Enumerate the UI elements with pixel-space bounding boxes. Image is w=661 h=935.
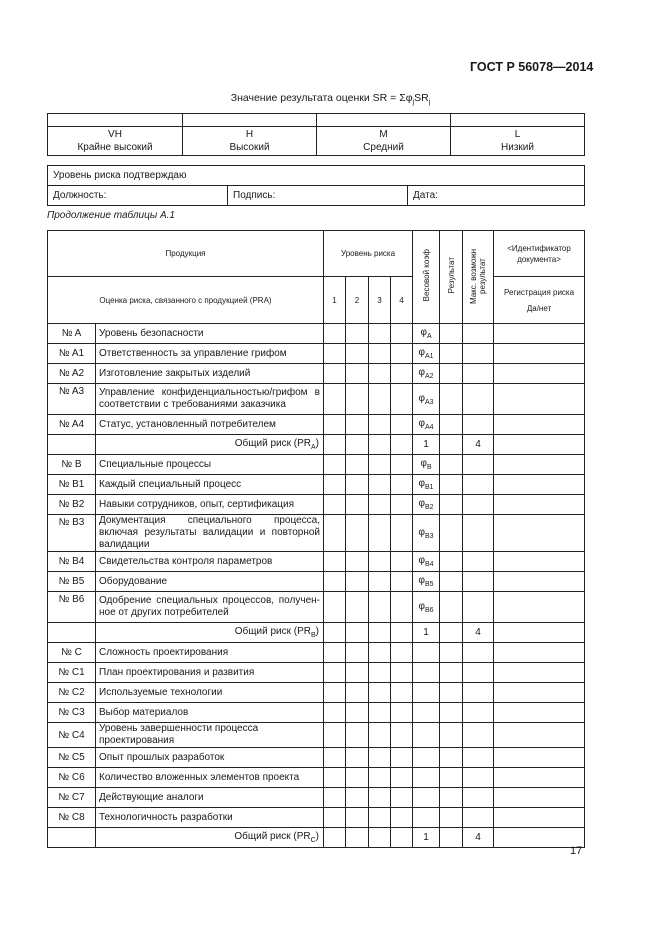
- level-cell: [369, 623, 391, 643]
- value-cell: [463, 384, 494, 415]
- level-cell: [346, 723, 369, 748]
- level-cell: [369, 384, 391, 415]
- weight-cell: $\varphi_{B3}$: [413, 515, 440, 552]
- row-number: № A3: [48, 384, 96, 415]
- value-cell: [440, 475, 463, 495]
- level-cell: [369, 324, 391, 344]
- col-result: Результат: [440, 231, 463, 324]
- registration-cell: [494, 435, 585, 455]
- row-number: № A4: [48, 415, 96, 435]
- level-cell: [391, 475, 413, 495]
- page-number: 17: [570, 845, 583, 857]
- value-cell: [463, 663, 494, 683]
- row-description: Уровень безопасности: [96, 324, 324, 344]
- value-cell: [440, 748, 463, 768]
- value-cell: [463, 552, 494, 572]
- value-cell: [440, 344, 463, 364]
- value-cell: [440, 768, 463, 788]
- registration-cell: [494, 768, 585, 788]
- level-cell: [391, 683, 413, 703]
- value-cell: [463, 748, 494, 768]
- level-cell: [346, 344, 369, 364]
- level-cell: [369, 723, 391, 748]
- level-cell: [369, 683, 391, 703]
- table-row: [48, 748, 585, 768]
- level-cell: [391, 828, 413, 848]
- level-cell: [346, 475, 369, 495]
- table-row: [48, 552, 585, 572]
- table-row: [48, 663, 585, 683]
- row-number: № C6: [48, 768, 96, 788]
- level-cell: [369, 495, 391, 515]
- registration-cell: [494, 364, 585, 384]
- col-weight: Весовой коэф: [413, 231, 440, 324]
- total-result: 1: [413, 435, 440, 455]
- registration-cell: [494, 748, 585, 768]
- signature-field: Подпись:: [228, 186, 408, 206]
- row-description: Одобрение специальных процессов, получен-ное от других потребителей: [96, 592, 324, 623]
- level-cell: [346, 435, 369, 455]
- value-cell: [440, 683, 463, 703]
- row-description: Выбор материалов: [96, 703, 324, 723]
- level-cell: [324, 364, 346, 384]
- row-number: № C4: [48, 723, 96, 748]
- level-cell: [391, 415, 413, 435]
- risk-level-h: H Высокий: [183, 127, 317, 156]
- value-cell: [463, 324, 494, 344]
- table-row: [48, 683, 585, 703]
- level-cell: [324, 663, 346, 683]
- level-cell: [391, 748, 413, 768]
- level-cell: [346, 703, 369, 723]
- continuation-label: Продолжение таблицы А.1: [47, 210, 175, 221]
- level-cell: [324, 748, 346, 768]
- weight-cell: $\varphi_{A3}$: [413, 384, 440, 415]
- table-row: [48, 495, 585, 515]
- row-number: № C5: [48, 748, 96, 768]
- row-description: Изготовление закрытых изделий: [96, 364, 324, 384]
- row-description: Каждый специальный процесс: [96, 475, 324, 495]
- risk-level-m: M Средний: [317, 127, 451, 156]
- table-row: [48, 344, 585, 364]
- level-cell: [369, 663, 391, 683]
- level-cell: [369, 572, 391, 592]
- level-cell: [391, 723, 413, 748]
- row-description: Оборудование: [96, 572, 324, 592]
- level-cell: [391, 663, 413, 683]
- level-cell: [346, 828, 369, 848]
- registration-cell: [494, 344, 585, 364]
- level-cell: [324, 384, 346, 415]
- total-max: 4: [463, 435, 494, 455]
- row-number: № B3: [48, 515, 96, 552]
- level-cell: [369, 344, 391, 364]
- value-cell: [440, 415, 463, 435]
- row-description: План проектирования и развития: [96, 663, 324, 683]
- level-cell: [346, 808, 369, 828]
- value-cell: [463, 364, 494, 384]
- value-cell: [440, 384, 463, 415]
- registration-cell: [494, 324, 585, 344]
- table-row: [48, 703, 585, 723]
- value-cell: [440, 788, 463, 808]
- value-cell: [463, 808, 494, 828]
- registration-cell: [494, 703, 585, 723]
- level-cell: [391, 623, 413, 643]
- level-cell: [346, 683, 369, 703]
- risk-level-vh: VH Крайне высокий: [48, 127, 183, 156]
- table-row: [48, 435, 585, 455]
- weight-cell: $\varphi_{B4}$: [413, 552, 440, 572]
- level-cell: [369, 475, 391, 495]
- table-row: [48, 808, 585, 828]
- total-risk-label: Общий риск $(PR_A)$: [96, 435, 324, 455]
- registration-cell: [494, 455, 585, 475]
- row-description: Свидетельства контроля параметров: [96, 552, 324, 572]
- value-cell: [463, 455, 494, 475]
- level-cell: [346, 324, 369, 344]
- level-cell: [391, 515, 413, 552]
- value-cell: [440, 663, 463, 683]
- level-cell: [369, 515, 391, 552]
- row-number: № B5: [48, 572, 96, 592]
- value-cell: [440, 703, 463, 723]
- col-max-result: Макс. возможн результат: [463, 231, 494, 324]
- row-description: Уровень завершенности процесса проектирования: [96, 723, 324, 748]
- level-cell: [369, 415, 391, 435]
- result-cell: [440, 828, 463, 848]
- value-cell: [440, 552, 463, 572]
- total-max: 4: [463, 828, 494, 848]
- row-description: Статус, установленный потребителем: [96, 415, 324, 435]
- level-cell: [324, 683, 346, 703]
- weight-cell: $\varphi_{B2}$: [413, 495, 440, 515]
- row-description: Количество вложенных элементов проекта: [96, 768, 324, 788]
- value-cell: [463, 415, 494, 435]
- value-cell: [463, 592, 494, 623]
- value-cell: [440, 643, 463, 663]
- date-field: Дата:: [408, 186, 585, 206]
- row-number: [48, 828, 96, 848]
- weight-cell: [413, 663, 440, 683]
- level-cell: [369, 643, 391, 663]
- row-number: № B6: [48, 592, 96, 623]
- level-cell: [346, 495, 369, 515]
- value-cell: [463, 475, 494, 495]
- value-cell: [440, 723, 463, 748]
- level-cell: [369, 552, 391, 572]
- level-cell: [324, 572, 346, 592]
- value-cell: [463, 495, 494, 515]
- col-product: Продукция: [48, 231, 324, 277]
- total-risk-label: Общий риск $(PR_B)$: [96, 623, 324, 643]
- row-description: Специальные процессы: [96, 455, 324, 475]
- weight-cell: [413, 788, 440, 808]
- level-cell: [369, 768, 391, 788]
- weight-cell: [413, 703, 440, 723]
- level-cell: [369, 435, 391, 455]
- col-registration: Регистрация риска Да/нет: [494, 277, 585, 324]
- value-cell: [463, 768, 494, 788]
- registration-cell: [494, 623, 585, 643]
- value-cell: [440, 324, 463, 344]
- level-cell: [391, 643, 413, 663]
- weight-cell: [413, 808, 440, 828]
- weight-cell: $\varphi_B$: [413, 455, 440, 475]
- value-cell: [440, 455, 463, 475]
- level-cell: [391, 552, 413, 572]
- registration-cell: [494, 643, 585, 663]
- result-cell: [440, 435, 463, 455]
- row-number: [48, 623, 96, 643]
- table-row: [48, 788, 585, 808]
- level-cell: [369, 592, 391, 623]
- weight-cell: $\varphi_A$: [413, 324, 440, 344]
- risk-level-l: L Низкий: [451, 127, 585, 156]
- level-1: 1: [324, 277, 346, 324]
- row-description: Опыт прошлых разработок: [96, 748, 324, 768]
- row-description: Навыки сотрудников, опыт, сертификация: [96, 495, 324, 515]
- level-cell: [324, 415, 346, 435]
- level-cell: [391, 364, 413, 384]
- row-description: Документация специального процесса, включая результаты валидации и повторной валидации: [96, 515, 324, 552]
- table-row: [48, 364, 585, 384]
- registration-cell: [494, 384, 585, 415]
- level-cell: [346, 384, 369, 415]
- level-cell: [324, 435, 346, 455]
- registration-cell: [494, 552, 585, 572]
- level-cell: [346, 552, 369, 572]
- table-row: [48, 515, 585, 552]
- level-cell: [346, 364, 369, 384]
- weight-cell: $\varphi_{B1}$: [413, 475, 440, 495]
- value-cell: [463, 643, 494, 663]
- level-3: 3: [369, 277, 391, 324]
- table-row: [48, 623, 585, 643]
- level-cell: [369, 455, 391, 475]
- value-cell: [440, 808, 463, 828]
- table-row: [48, 475, 585, 495]
- col-risk-level: Уровень риска: [324, 231, 413, 277]
- table-row: [48, 324, 585, 344]
- total-risk-label: Общий риск $(PR_C)$: [96, 828, 324, 848]
- level-cell: [324, 515, 346, 552]
- sr-formula-title: Значение результата оценки SR = $\Sigma\varphi_jSR_j$: [230, 92, 431, 107]
- total-result: 1: [413, 623, 440, 643]
- level-cell: [369, 748, 391, 768]
- level-cell: [324, 828, 346, 848]
- row-number: № A2: [48, 364, 96, 384]
- level-cell: [324, 643, 346, 663]
- level-cell: [324, 808, 346, 828]
- level-cell: [324, 788, 346, 808]
- value-cell: [440, 592, 463, 623]
- registration-cell: [494, 788, 585, 808]
- weight-cell: [413, 768, 440, 788]
- registration-cell: [494, 723, 585, 748]
- total-result: 1: [413, 828, 440, 848]
- table-row: [48, 768, 585, 788]
- value-cell: [440, 572, 463, 592]
- row-description: Действующие аналоги: [96, 788, 324, 808]
- weight-cell: $\varphi_{A2}$: [413, 364, 440, 384]
- level-2: 2: [346, 277, 369, 324]
- registration-cell: [494, 663, 585, 683]
- level-cell: [369, 788, 391, 808]
- approval-table: [47, 165, 585, 206]
- level-cell: [391, 435, 413, 455]
- level-cell: [369, 364, 391, 384]
- result-cell: [440, 623, 463, 643]
- registration-cell: [494, 415, 585, 435]
- row-description: Используемые технологии: [96, 683, 324, 703]
- row-number: № C2: [48, 683, 96, 703]
- level-cell: [391, 808, 413, 828]
- level-cell: [391, 324, 413, 344]
- value-cell: [463, 515, 494, 552]
- registration-cell: [494, 572, 585, 592]
- level-cell: [391, 455, 413, 475]
- row-number: № B: [48, 455, 96, 475]
- row-number: № C8: [48, 808, 96, 828]
- row-description: Сложность проектирования: [96, 643, 324, 663]
- level-cell: [324, 455, 346, 475]
- registration-cell: [494, 495, 585, 515]
- level-cell: [324, 623, 346, 643]
- level-cell: [391, 703, 413, 723]
- weight-cell: $\varphi_{B6}$: [413, 592, 440, 623]
- value-cell: [463, 788, 494, 808]
- level-cell: [346, 572, 369, 592]
- level-cell: [324, 324, 346, 344]
- row-number: № C3: [48, 703, 96, 723]
- document-code: ГОСТ Р 56078—2014: [470, 60, 594, 74]
- registration-cell: [494, 475, 585, 495]
- level-cell: [391, 788, 413, 808]
- position-field: Должность:: [48, 186, 228, 206]
- weight-cell: $\varphi_{B5}$: [413, 572, 440, 592]
- value-cell: [463, 683, 494, 703]
- weight-cell: [413, 723, 440, 748]
- table-row: [48, 455, 585, 475]
- row-number: № B4: [48, 552, 96, 572]
- level-cell: [391, 592, 413, 623]
- weight-cell: [413, 683, 440, 703]
- level-cell: [324, 592, 346, 623]
- risk-levels-table: [47, 113, 585, 156]
- level-cell: [346, 623, 369, 643]
- row-number: № C1: [48, 663, 96, 683]
- row-number: № A1: [48, 344, 96, 364]
- level-4: 4: [391, 277, 413, 324]
- level-cell: [324, 723, 346, 748]
- registration-cell: [494, 683, 585, 703]
- total-max: 4: [463, 623, 494, 643]
- table-row: [48, 384, 585, 415]
- row-number: № B2: [48, 495, 96, 515]
- level-cell: [346, 515, 369, 552]
- level-cell: [324, 475, 346, 495]
- level-cell: [324, 552, 346, 572]
- level-cell: [391, 572, 413, 592]
- registration-cell: [494, 592, 585, 623]
- col-doc-id: <Идентификатор документа>: [494, 231, 585, 277]
- weight-cell: [413, 748, 440, 768]
- row-number: № C: [48, 643, 96, 663]
- level-cell: [369, 828, 391, 848]
- row-number: № B1: [48, 475, 96, 495]
- table-row: [48, 828, 585, 848]
- value-cell: [463, 572, 494, 592]
- table-row: [48, 643, 585, 663]
- row-description: Технологичность разработки: [96, 808, 324, 828]
- level-cell: [324, 495, 346, 515]
- level-cell: [369, 703, 391, 723]
- col-pra: Оценка риска, связанного с продукцией (PRA): [48, 277, 324, 324]
- level-cell: [346, 415, 369, 435]
- level-cell: [324, 344, 346, 364]
- weight-cell: $\varphi_{A4}$: [413, 415, 440, 435]
- registration-cell: [494, 515, 585, 552]
- level-cell: [324, 703, 346, 723]
- level-cell: [391, 344, 413, 364]
- row-number: [48, 435, 96, 455]
- level-cell: [346, 748, 369, 768]
- level-cell: [346, 768, 369, 788]
- risk-assessment-table: [47, 230, 585, 848]
- level-cell: [369, 808, 391, 828]
- approval-title: Уровень риска подтверждаю: [48, 166, 585, 186]
- level-cell: [391, 384, 413, 415]
- level-cell: [391, 768, 413, 788]
- level-cell: [346, 592, 369, 623]
- level-cell: [346, 643, 369, 663]
- level-cell: [346, 788, 369, 808]
- value-cell: [463, 703, 494, 723]
- row-number: № A: [48, 324, 96, 344]
- row-number: № C7: [48, 788, 96, 808]
- value-cell: [440, 364, 463, 384]
- level-cell: [324, 768, 346, 788]
- table-row: [48, 572, 585, 592]
- table-row: [48, 415, 585, 435]
- row-description: Управление конфиденциальностью/грифом в соответствии с требованиями заказчика: [96, 384, 324, 415]
- level-cell: [391, 495, 413, 515]
- table-row: [48, 592, 585, 623]
- weight-cell: $\varphi_{A1}$: [413, 344, 440, 364]
- level-cell: [346, 455, 369, 475]
- row-description: Ответственность за управление грифом: [96, 344, 324, 364]
- registration-cell: [494, 808, 585, 828]
- table-row: [48, 723, 585, 748]
- value-cell: [440, 495, 463, 515]
- value-cell: [463, 723, 494, 748]
- level-cell: [346, 663, 369, 683]
- value-cell: [440, 515, 463, 552]
- value-cell: [463, 344, 494, 364]
- weight-cell: [413, 643, 440, 663]
